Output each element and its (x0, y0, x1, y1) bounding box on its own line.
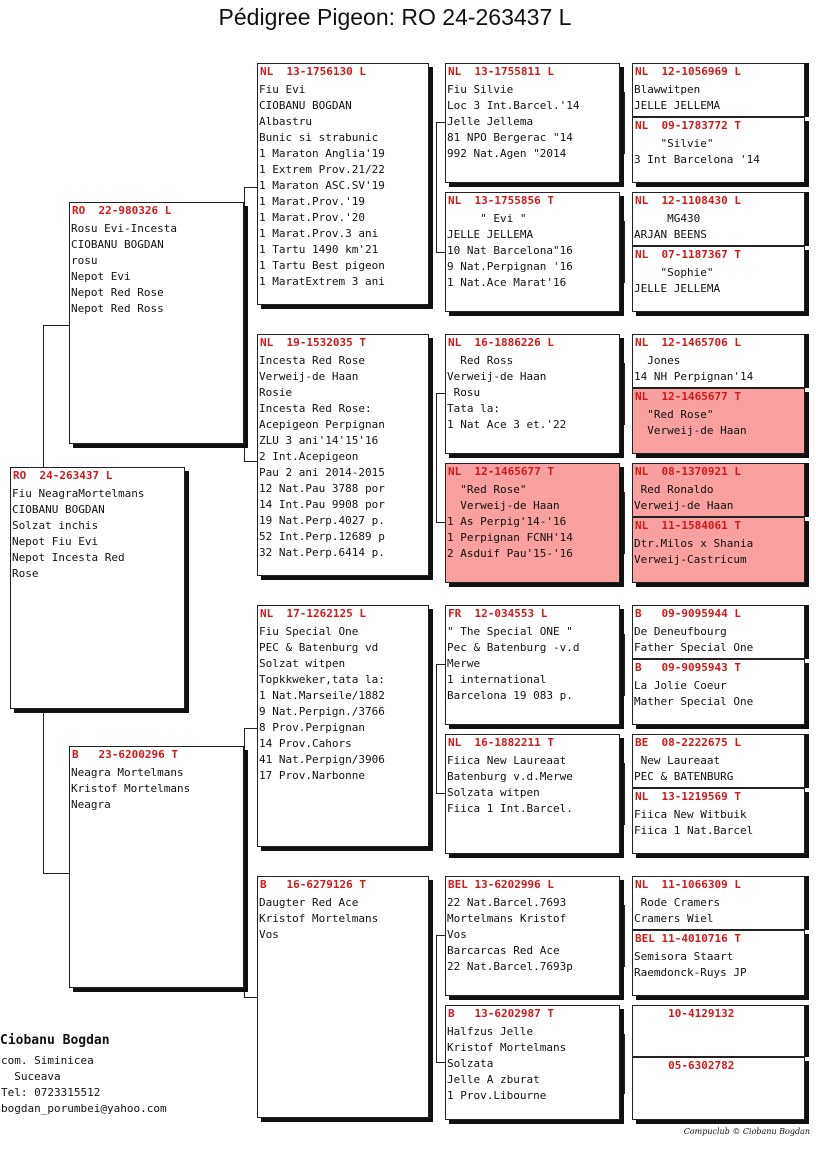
connector-line (436, 122, 437, 253)
ring-number: NL 12-1056969 L (635, 65, 741, 78)
pedigree-line: De Deneufbourg (634, 625, 727, 638)
pedigree-box (445, 1005, 620, 1120)
pedigree-line: Vos (447, 928, 467, 941)
pedigree-line: Batenburg v.d.Merwe (447, 770, 573, 783)
ring-number: RO 22-980326 L (72, 204, 172, 217)
pedigree-line: Blawwitpen (634, 83, 701, 96)
connector-line (436, 393, 437, 523)
pedigree-line: rosu (71, 254, 98, 267)
pedigree-line: Bunic si strabunic (259, 131, 379, 144)
pedigree-line: CIOBANU BOGDAN (259, 99, 352, 112)
pedigree-line: Jelle A zburat (447, 1073, 540, 1086)
pedigree-line: 1 Nat.Ace Marat'16 (447, 276, 567, 289)
pedigree-line: 14 Int.Pau 9908 por (259, 498, 385, 511)
pedigree-line: Solzata witpen (447, 786, 540, 799)
pedigree-line: ZLU 3 ani'14'15'16 (259, 434, 379, 447)
pedigree-box (445, 334, 620, 454)
ring-number: NL 09-1783772 T (635, 119, 741, 132)
pedigree-line: Verweij-de Haan (259, 370, 359, 383)
ring-number: FR 12-034553 L (448, 607, 548, 620)
pedigree-line: JELLE JELLEMA (447, 228, 534, 241)
pedigree-line: 14 NH Perpignan'14 (634, 370, 754, 383)
pedigree-line: Nepot Fiu Evi (12, 535, 99, 548)
ring-number: B 09-9095944 L (635, 607, 741, 620)
pedigree-line: Acepigeon Perpignan (259, 418, 385, 431)
connector-line (436, 935, 445, 936)
connector-line (436, 1062, 445, 1063)
ring-number: NL 11-1584061 T (635, 519, 741, 532)
pedigree-line: 3 Int Barcelona '14 (634, 153, 760, 166)
owner-line: Tel: 0723315512 (1, 1086, 101, 1099)
ring-number: NL 12-1465677 T (448, 465, 554, 478)
pedigree-line: MG430 (634, 212, 701, 225)
pedigree-line: Verweij-de Haan (634, 424, 747, 437)
connector-line (244, 187, 245, 462)
pedigree-line: Red Ross (447, 354, 514, 367)
connector-line (244, 728, 245, 998)
pedigree-box (10, 467, 185, 709)
owner-line: com. Siminicea (1, 1054, 94, 1067)
pedigree-line: 22 Nat.Barcel.7693 (447, 896, 567, 909)
pedigree-line: " Evi " (447, 212, 527, 225)
pedigree-box-top (632, 734, 805, 788)
pedigree-box-bottom (632, 246, 805, 312)
pedigree-line: Rode Cramers (634, 896, 721, 909)
ring-number: NL 13-1755856 T (448, 194, 554, 207)
pedigree-line: 1 Nat.Marseile/1882 (259, 689, 385, 702)
pedigree-box (257, 876, 429, 1118)
pedigree-line: JELLE JELLEMA (634, 99, 721, 112)
pedigree-line: Topkkweker,tata la: (259, 673, 385, 686)
pedigree-line: Kristof Mortelmans (447, 1041, 567, 1054)
pedigree-line: Fiica New Witbuik (634, 808, 747, 821)
connector-line (244, 997, 257, 998)
pedigree-line: Dtr.Milos x Shania (634, 537, 754, 550)
pedigree-line: 32 Nat.Perp.6414 p. (259, 546, 385, 559)
pedigree-box (257, 605, 429, 847)
pedigree-box-top (632, 63, 805, 117)
connector-line (436, 252, 445, 253)
connector-line (436, 664, 437, 794)
pedigree-line: 12 Nat.Pau 3788 por (259, 482, 385, 495)
pedigree-line: Rosie (259, 386, 293, 399)
owner-line: bogdan_porumbei@yahoo.com (1, 1102, 167, 1115)
pedigree-line: Father Special One (634, 641, 754, 654)
pedigree-box-top (632, 876, 805, 930)
pedigree-line: Pec & Batenburg -v.d (447, 641, 580, 654)
pedigree-line: La Jolie Coeur (634, 679, 727, 692)
pedigree-box (445, 63, 620, 183)
ring-number: NL 11-1066309 L (635, 878, 741, 891)
connector-line (244, 728, 257, 729)
pedigree-line: Kristof Mortelmans (71, 782, 191, 795)
pedigree-line: JELLE JELLEMA (634, 282, 721, 295)
pedigree-line: Tata la: (447, 402, 500, 415)
ring-number: BE 08-2222675 L (635, 736, 741, 749)
pedigree-line: 1 Marat.Prov.'20 (259, 211, 365, 224)
pedigree-line: 1 Marat.Prov.'19 (259, 195, 365, 208)
pedigree-line: Verweij-Castricum (634, 553, 747, 566)
connector-line (624, 92, 625, 154)
pedigree-line: CIOBANU BOGDAN (71, 238, 164, 251)
pedigree-line: Barcarcas Red Ace (447, 944, 560, 957)
pedigree-line: 1 As Perpig'14-'16 (447, 515, 567, 528)
pedigree-line: Fiu Special One (259, 625, 359, 638)
pedigree-line: 14 Prov.Cahors (259, 737, 352, 750)
pedigree-line: Fiu Silvie (447, 83, 514, 96)
pedigree-line: Fiica 1 Nat.Barcel (634, 824, 754, 837)
pedigree-line: Incesta Red Rose (259, 354, 365, 367)
connector-line (436, 122, 445, 123)
connector-line (436, 393, 445, 394)
pedigree-line: Incesta Red Rose: (259, 402, 372, 415)
connector-line (624, 221, 625, 283)
ring-number: NL 12-1465706 L (635, 336, 741, 349)
ring-number: B 16-6279126 T (260, 878, 366, 891)
ring-number: 05-6302782 (635, 1058, 735, 1072)
pedigree-line: Verweij-de Haan (447, 499, 560, 512)
pedigree-line: Fiu Evi (259, 83, 306, 96)
ring-number: BEL 11-4010716 T (635, 932, 741, 945)
connector-line (624, 492, 625, 554)
pedigree-line: Neagra (71, 798, 111, 811)
pedigree-line: Vos (259, 928, 279, 941)
pedigree-line: Nepot Evi (71, 270, 131, 283)
pedigree-line: 8 Prov.Perpignan (259, 721, 365, 734)
ring-number: NL 13-1755811 L (448, 65, 554, 78)
pedigree-box (257, 334, 429, 576)
owner-name: Ciobanu Bogdan (0, 1033, 110, 1048)
pedigree-line: Mather Special One (634, 695, 754, 708)
connector-line (43, 873, 69, 874)
pedigree-line: 1 Nat Ace 3 et.'22 (447, 418, 567, 431)
pedigree-line: Daugter Red Ace (259, 896, 359, 909)
pedigree-line: " The Special ONE " (447, 625, 573, 638)
ring-number: NL 07-1187367 T (635, 248, 741, 261)
ring-number: NL 19-1532035 T (260, 336, 366, 349)
pedigree-line: Albastru (259, 115, 312, 128)
pedigree-line: Verweij-de Haan (634, 499, 734, 512)
pedigree-line: Verweij-de Haan (447, 370, 547, 383)
connector-line (436, 935, 437, 1063)
pedigree-line: Nepot Red Rose (71, 286, 164, 299)
pedigree-line: 1 Maraton ASC.SV'19 (259, 179, 385, 192)
pedigree-line: 1 international (447, 673, 547, 686)
ring-number: NL 08-1370921 L (635, 465, 741, 478)
ring-number: B 13-6202987 T (448, 1007, 554, 1020)
connector-line (244, 461, 257, 462)
pedigree-line: 81 NPO Bergerac "14 (447, 131, 573, 144)
pedigree-box-bottom (632, 1057, 805, 1121)
connector-line (43, 325, 44, 468)
pedigree-line: Solzat witpen (259, 657, 346, 670)
pedigree-box-bottom (632, 788, 805, 854)
pedigree-line: Halfzus Jelle (447, 1025, 534, 1038)
pedigree-line: 1 Tartu Best pigeon (259, 259, 385, 272)
pedigree-line: Solzata (447, 1057, 494, 1070)
pedigree-line: 2 Asduif Pau'15-'16 (447, 547, 573, 560)
pedigree-line: Fiu NeagraMortelmans (12, 487, 145, 500)
pedigree-line: 2 Int.Acepigeon (259, 450, 359, 463)
pedigree-box-top (632, 1005, 805, 1057)
pedigree-box-top (632, 605, 805, 659)
pedigree-box-bottom (632, 388, 805, 454)
ring-number: B 23-6200296 T (72, 748, 178, 761)
pedigree-line: PEC & Batenburg vd (259, 641, 379, 654)
pedigree-line: Nepot Red Ross (71, 302, 164, 315)
pedigree-line: Fiica 1 Int.Barcel. (447, 802, 573, 815)
pedigree-line: 52 Int.Perp.12689 p (259, 530, 385, 543)
connector-line (436, 664, 445, 665)
connector-line (436, 793, 445, 794)
pedigree-box-bottom (632, 659, 805, 725)
connector-line (624, 905, 625, 967)
pedigree-box-top (632, 192, 805, 246)
ring-number: NL 12-1465677 T (635, 390, 741, 403)
ring-number: NL 17-1262125 L (260, 607, 366, 620)
connector-line (624, 634, 625, 696)
pedigree-line: ARJAN BEENS (634, 228, 707, 241)
pedigree-line: Kristof Mortelmans (259, 912, 379, 925)
connector-line (244, 187, 257, 188)
pedigree-box (257, 63, 429, 305)
pedigree-box (69, 202, 244, 444)
pedigree-line: Semisora Staart (634, 950, 734, 963)
connector-line (436, 522, 445, 523)
pedigree-box (445, 734, 620, 854)
pedigree-line: 1 Perpignan FCNH'14 (447, 531, 573, 544)
pedigree-box (445, 876, 620, 996)
pedigree-line: 1 Marat.Prov.3 ani (259, 227, 379, 240)
pedigree-line: "Sophie" (634, 266, 714, 279)
pedigree-line: 9 Nat.Perpign./3766 (259, 705, 385, 718)
connector-line (624, 763, 625, 825)
ring-number: B 09-9095943 T (635, 661, 741, 674)
pedigree-box (445, 463, 620, 583)
pedigree-line: Barcelona 19 083 p. (447, 689, 573, 702)
pedigree-line: Mortelmans Kristof (447, 912, 567, 925)
pedigree-line: Fiica New Laureaat (447, 754, 567, 767)
ring-number: NL 12-1108430 L (635, 194, 741, 207)
pedigree-line: CIOBANU BOGDAN (12, 503, 105, 516)
pedigree-box-bottom (632, 117, 805, 183)
pedigree-line: "Red Rose" (634, 408, 714, 421)
pedigree-line: 992 Nat.Agen "2014 (447, 147, 567, 160)
pedigree-line: Rose (12, 567, 39, 580)
pedigree-line: Rosu Evi-Incesta (71, 222, 177, 235)
ring-number: NL 13-1756130 L (260, 65, 366, 78)
pedigree-line: 17 Prov.Narbonne (259, 769, 365, 782)
pedigree-line: Solzat inchis (12, 519, 99, 532)
page-title: Pédigree Pigeon: RO 24-263437 L (218, 4, 572, 30)
pedigree-line: "Silvie" (634, 137, 714, 150)
ring-number: RO 24-263437 L (13, 469, 113, 482)
footer-credit: Compuclub © Ciobanu Bogdan (683, 1127, 810, 1136)
pedigree-box-bottom (632, 930, 805, 996)
ring-number: NL 16-1886226 L (448, 336, 554, 349)
owner-info (0, 1033, 167, 1117)
connector-line (624, 1034, 625, 1094)
pedigree-line: Loc 3 Int.Barcel.'14 (447, 99, 580, 112)
pedigree-box (445, 192, 620, 312)
pedigree-box-top (632, 463, 805, 517)
pedigree-line: 1 MaratExtrem 3 ani (259, 275, 385, 288)
pedigree-line: 22 Nat.Barcel.7693p (447, 960, 573, 973)
connector-line (43, 709, 44, 874)
pedigree-line: Merwe (447, 657, 481, 670)
pedigree-line: 9 Nat.Perpignan '16 (447, 260, 573, 273)
pedigree-line: Rosu (447, 386, 481, 399)
connector-line (624, 363, 625, 425)
pedigree-line: 1 Maraton Anglia'19 (259, 147, 385, 160)
pedigree-line: Nepot Incesta Red (12, 551, 125, 564)
pedigree-line: 10 Nat Barcelona"16 (447, 244, 573, 257)
ring-number: NL 16-1882211 T (448, 736, 554, 749)
pedigree-line: Red Ronaldo (634, 483, 714, 496)
ring-number: NL 13-1219569 T (635, 790, 741, 803)
pedigree-line: 1 Prov.Libourne (447, 1089, 547, 1102)
pedigree-line: 1 Tartu 1490 km'21 (259, 243, 379, 256)
pedigree-box (445, 605, 620, 725)
pedigree-line: PEC & BATENBURG (634, 770, 734, 783)
pedigree-line: Cramers Wiel (634, 912, 714, 925)
pedigree-line: 41 Nat.Perpign/3906 (259, 753, 385, 766)
pedigree-line: "Red Rose" (447, 483, 527, 496)
pedigree-line: 19 Nat.Perp.4027 p. (259, 514, 385, 527)
pedigree-line: Pau 2 ani 2014-2015 (259, 466, 385, 479)
pedigree-box-bottom (632, 517, 805, 583)
ring-number: 10-4129132 (635, 1007, 735, 1020)
pedigree-box (69, 746, 244, 988)
connector-line (43, 325, 69, 326)
pedigree-line: Jelle Jellema (447, 115, 534, 128)
pedigree-box-top (632, 334, 805, 388)
pedigree-line: Jones (634, 354, 681, 367)
pedigree-line: Neagra Mortelmans (71, 766, 184, 779)
pedigree-line: New Laureaat (634, 754, 721, 767)
ring-number: BEL 13-6202996 L (448, 878, 554, 891)
owner-line: Suceava (1, 1070, 61, 1083)
pedigree-line: 1 Extrem Prov.21/22 (259, 163, 385, 176)
pedigree-line: Raemdonck-Ruys JP (634, 966, 747, 979)
